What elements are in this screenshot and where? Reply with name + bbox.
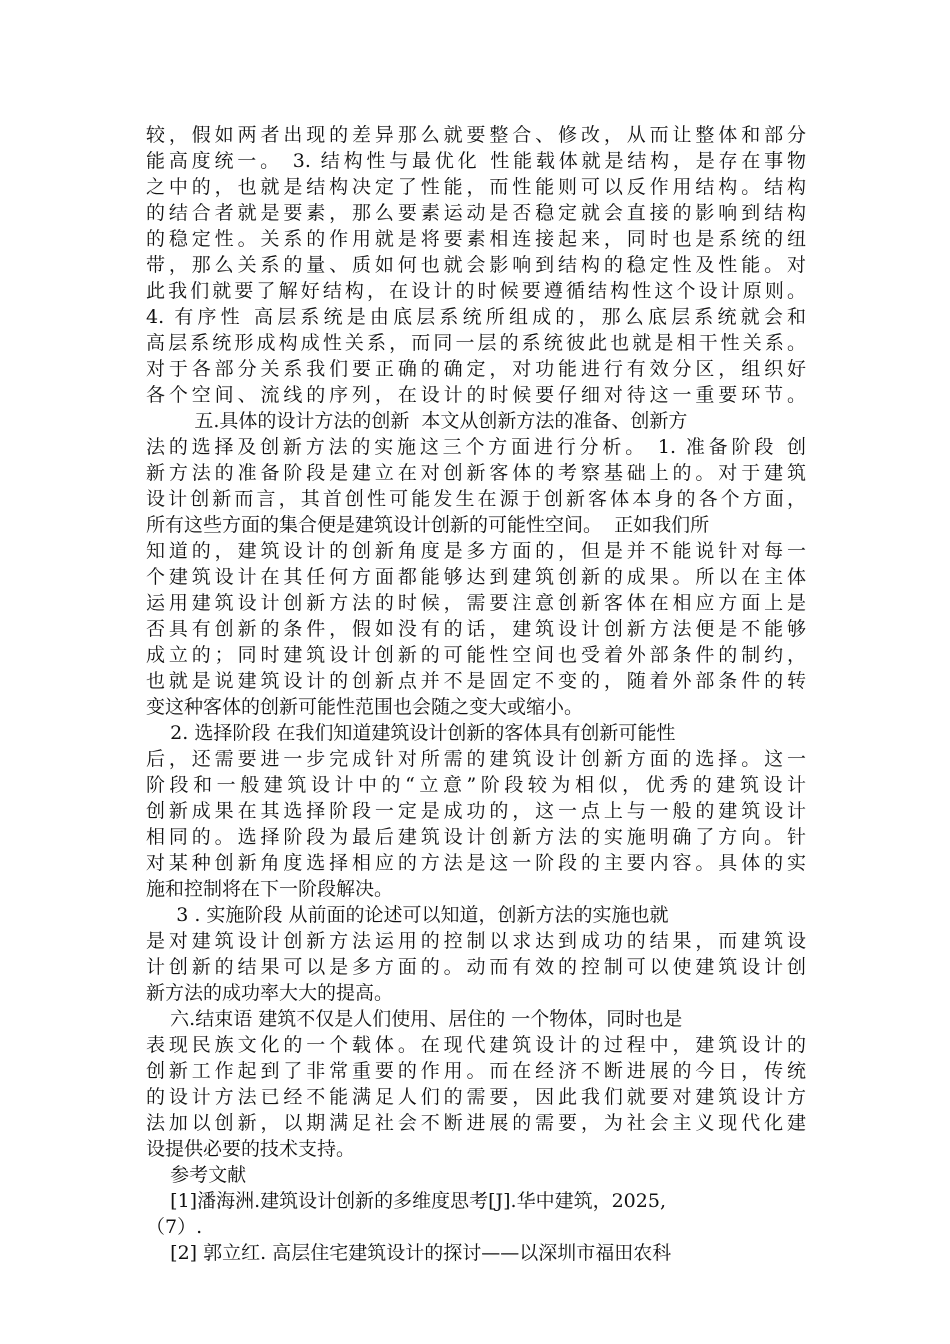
body-text-line: 否具有创新的条件，假如没有的话，建筑设计创新方法便是不能够: [146, 618, 806, 640]
body-text-line: 带，那么关系的量、质如何也就会影响到结构的稳定性及性能。对: [146, 254, 806, 276]
body-text-line: 新方法的成功率大大的提高。: [146, 982, 394, 1004]
reference-item: [1]潘海洲.建筑设计创新的多维度思考[J].华中建筑，2025,: [146, 1190, 666, 1212]
body-text-line: 新方法的准备阶段是建立在对创新客体的考察基础上的。对于建筑: [146, 462, 806, 484]
body-text-line: 法的选择及创新方法的实施这三个方面进行分析。 1. 准备阶段 创: [146, 436, 806, 458]
section-heading-line: 六.结束语 建筑不仅是人们使用、居住的 一个物体，同时也是: [146, 1008, 683, 1030]
body-text-line: 所有这些方面的集合便是建筑设计创新的可能性空间。 正如我们所: [146, 514, 710, 536]
reference-item: [2] 郭立红. 高层住宅建筑设计的探讨——以深圳市福田农科: [146, 1242, 672, 1264]
body-text-line: 高层系统形成构成性关系，而同一层的系统彼此也就是相干性关系。: [146, 332, 806, 354]
section-heading-line: 五.具体的设计方法的创新 本文从创新方法的准备、创新方: [146, 410, 688, 432]
section-heading-line: 3 . 实施阶段 从前面的论述可以知道，创新方法的实施也就: [146, 904, 669, 926]
body-text-line: 之中的，也就是结构决定了性能，而性能则可以反作用结构。结构: [146, 176, 806, 198]
body-text-line: 相同的。选择阶段为最后建筑设计创新方法的实施明确了方向。针: [146, 826, 806, 848]
body-text-line: 的结合者就是要素，那么要素运动是否稳定就会直接的影响到结构: [146, 202, 806, 224]
body-text-line: 对某种创新角度选择相应的方法是这一阶段的主要内容。具体的实: [146, 852, 806, 874]
body-text-line: 运用建筑设计创新方法的时候，需要注意创新客体在相应方面上是: [146, 592, 806, 614]
body-text-line: 设计创新而言，其首创性可能发生在源于创新客体本身的各个方面，: [146, 488, 806, 510]
body-text-line: 创新工作起到了非常重要的作用。而在经济不断进展的今日，传统: [146, 1060, 806, 1082]
body-text-line: 后，还需要进一步完成针对所需的建筑设计创新方面的选择。这一: [146, 748, 806, 770]
body-text-line: 此我们就要了解好结构，在设计的时候要遵循结构性这个设计原则。: [146, 280, 806, 302]
body-text-line: 法加以创新，以期满足社会不断进展的需要，为社会主义现代化建: [146, 1112, 806, 1134]
body-text-line: 能高度统一。 3. 结构性与最优化 性能载体就是结构，是存在事物: [146, 150, 806, 172]
body-text-line: 设提供必要的技术支持。: [146, 1138, 356, 1160]
body-text-line: 计创新的结果可以是多方面的。动而有效的控制可以使建筑设计创: [146, 956, 806, 978]
section-heading-line: 4. 有序性 高层系统是由底层系统所组成的，那么底层系统就会和: [146, 306, 806, 328]
body-text-line: 也就是说建筑设计的创新点并不是固定不变的，随着外部条件的转: [146, 670, 806, 692]
body-text-line: 各个空间、流线的序列，在设计的时候要仔细对待这一重要环节。: [146, 384, 806, 406]
body-text-line: 表现民族文化的一个载体。在现代建筑设计的过程中，建筑设计的: [146, 1034, 806, 1056]
body-text-line: 阶段和一般建筑设计中的“立意”阶段较为相似，优秀的建筑设计: [146, 774, 806, 796]
body-text-line: 个建筑设计在其任何方面都能够达到建筑创新的成果。所以在主体: [146, 566, 806, 588]
body-text-line: 是对建筑设计创新方法运用的控制以求达到成功的结果，而建筑设: [146, 930, 806, 952]
body-text-line: 较，假如两者出现的差异那么就要整合、修改，从而让整体和部分: [146, 124, 806, 146]
body-text-line: 对于各部分关系我们要正确的确定，对功能进行有效分区，组织好: [146, 358, 806, 380]
body-text-line: 变这种客体的创新可能性范围也会随之变大或缩小。: [146, 696, 584, 718]
body-text-line: 的稳定性。关系的作用就是将要素相连接起来，同时也是系统的纽: [146, 228, 806, 250]
body-text-line: 的设计方法已经不能满足人们的需要，因此我们就要对建筑设计方: [146, 1086, 806, 1108]
references-heading: 参考文献: [146, 1164, 247, 1186]
body-text-line: 施和控制将在下一阶段解决。: [146, 878, 394, 900]
reference-item: （7）.: [146, 1216, 203, 1238]
body-text-line: 创新成果在其选择阶段一定是成功的，这一点上与一般的建筑设计: [146, 800, 806, 822]
body-text-line: 成立的；同时建筑设计创新的可能性空间也受着外部条件的制约，: [146, 644, 806, 666]
section-heading-line: 2. 选择阶段 在我们知道建筑设计创新的客体具有创新可能性: [146, 722, 676, 744]
body-text-line: 知道的，建筑设计的创新角度是多方面的，但是并不能说针对每一: [146, 540, 806, 562]
